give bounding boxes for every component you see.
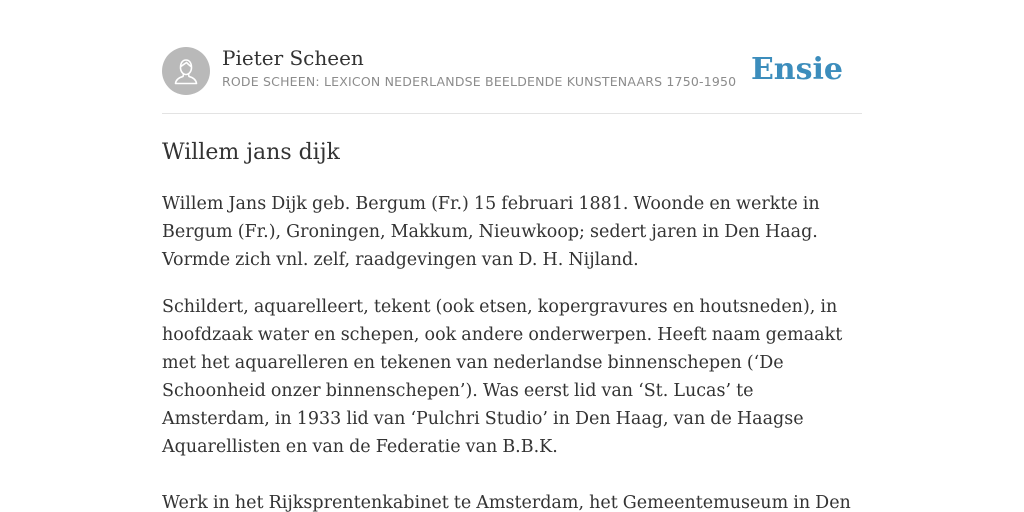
- paragraph-biography: Willem Jans Dijk geb. Bergum (Fr.) 15 februari 1881. Woonde en werkte in Bergum (Fr.), Groningen, Makkum, Nieuwkoop; sedert jaren in Den Haag. Vormde zich vnl. zelf, raadgevingen van D. H. Nijland.: [162, 194, 820, 270]
- article-container: [162, 0, 862, 512]
- user-avatar-icon[interactable]: [162, 47, 210, 95]
- brand-logo[interactable]: Ensie: [750, 52, 843, 87]
- article-header: [162, 0, 862, 114]
- source-title[interactable]: RODE SCHEEN: LEXICON NEDERLANDSE BEELDENDE KUNSTENAARS 1750-1950: [222, 74, 737, 89]
- article-title: Willem jans dijk: [162, 140, 340, 165]
- paragraph-work: Schildert, aquarelleert, tekent (ook etsen, kopergravures en houtsneden), in hoofdzaak water en schepen, ook andere onderwerpen. Heeft naam gemaakt met het aquarelleren en tekenen van nederlandse binnenschepen (‘De Schoonheid onzer binnenschepen’). Was eerst lid van ‘St. Lucas’ te Amsterdam, in 1933 lid van ‘Pulchri Studio’ in Den Haag, van de Haagse Aquarellisten en van de Federatie van B.B.K.: [162, 297, 843, 457]
- author-name[interactable]: Pieter Scheen: [222, 46, 364, 70]
- paragraph-collections: Werk in het Rijksprentenkabinet te Amsterdam, het Gemeentemuseum in Den: [162, 493, 851, 512]
